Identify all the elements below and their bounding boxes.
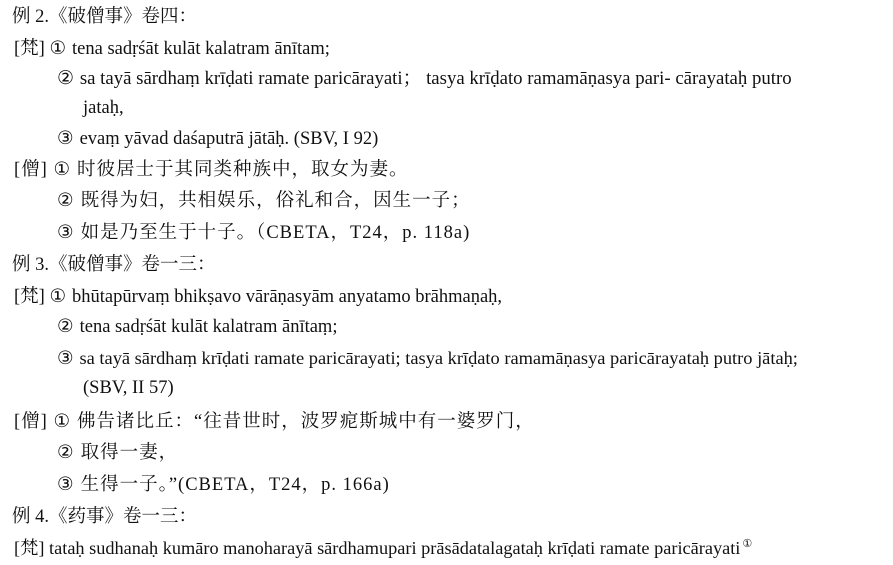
ex3-sanskrit-line-3-cont: (SBV, II 57)	[83, 378, 174, 398]
chinese-label: [僧]	[14, 160, 48, 180]
example-3-heading: 例 3.《破僧事》卷一三：	[12, 255, 216, 275]
example-4-heading: 例 4.《药事》卷一三：	[12, 507, 198, 527]
item-number: ②	[57, 317, 74, 337]
item-number: ②	[57, 191, 75, 211]
chinese-text: 取得一妻，	[80, 443, 179, 463]
sanskrit-label: [梵]	[14, 538, 45, 559]
chinese-label: [僧]	[14, 412, 48, 432]
ex2-sanskrit-line-2	[57, 70, 792, 89]
sanskrit-text: bhūtapūrvaṃ bhikṣavo vārāṇasyām anyatamo brāhmaṇaḥ,	[72, 287, 503, 307]
item-number: ①	[53, 160, 72, 180]
item-number: ②	[57, 443, 75, 463]
ex2-chinese-line-1	[14, 161, 409, 180]
example-2-heading: 例 2.《破僧事》卷四：	[12, 7, 198, 27]
ex2-sanskrit-line-3	[57, 130, 378, 149]
ex4-sanskrit-line-1	[14, 539, 752, 557]
sanskrit-text: sa tayā sārdhaṃ krīḍati ramate paricārayati; tasya krīḍato ramamāṇasya paricārayataḥ putro jātaḥ;	[79, 348, 798, 368]
ex3-chinese-line-1	[14, 413, 535, 432]
ex3-chinese-line-3	[57, 476, 390, 495]
item-number: ③	[57, 475, 75, 495]
ex2-chinese-line-2	[57, 192, 471, 211]
ex3-sanskrit-line-2	[57, 318, 337, 337]
item-number: ③	[57, 223, 75, 243]
item-number: ①	[53, 412, 72, 432]
chinese-text: 既得为妇，共相娱乐，俗礼和合，因生一子；	[80, 191, 471, 211]
chinese-text: 如是乃至生于十子。（CBETA，T24，p. 118a)	[80, 223, 471, 243]
sanskrit-text: tena sadṛśāt kulāt kalatram ānītam;	[72, 39, 330, 59]
sanskrit-label: [梵]	[14, 39, 45, 59]
chinese-text: 生得一子。”(CBETA，T24，p. 166a)	[80, 475, 390, 495]
item-number: ①	[49, 39, 67, 59]
item-number: ②	[57, 68, 74, 89]
ex2-sanskrit-line-1	[14, 40, 330, 59]
ex2-chinese-line-3	[57, 224, 470, 243]
sanskrit-label: [梵]	[14, 287, 45, 307]
sanskrit-text: sa tayā sārdhaṃ krīḍati ramate paricārayati； tasya krīḍato ramamāṇasya pari- cārayataḥ putro	[79, 68, 792, 89]
sanskrit-text: tena sadṛśāt kulāt kalatram ānītaṃ;	[79, 317, 338, 337]
ex3-sanskrit-line-3	[57, 349, 798, 367]
ex2-sanskrit-line-2-cont: jataḥ,	[83, 98, 124, 118]
sanskrit-text: tataḥ sudhanaḥ kumāro manoharayā sārdhamupari prāsādatalagataḥ krīḍati ramate paricārayati	[49, 538, 741, 559]
item-number: ③	[57, 129, 74, 149]
sanskrit-text: evaṃ yāvad daśaputrā jātāḥ. (SBV, I 92)	[79, 129, 379, 149]
ex3-chinese-line-2	[57, 444, 178, 463]
item-number: ③	[57, 348, 74, 368]
item-number: ①	[49, 287, 67, 307]
chinese-text: 时彼居士于其同类种族中，取女为妻。	[77, 160, 409, 180]
chinese-text: 佛告诸比丘：“往昔世时，波罗痆斯城中有一婆罗门，	[77, 412, 535, 432]
footnote-mark[interactable]: ①	[742, 538, 753, 550]
ex3-sanskrit-line-1	[14, 288, 502, 307]
